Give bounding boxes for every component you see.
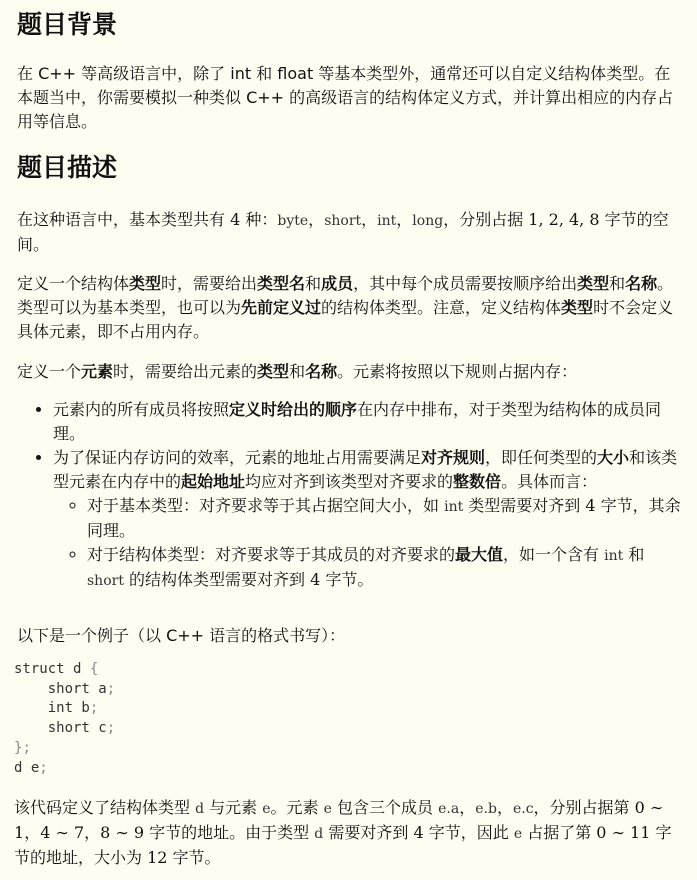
code-line: int b; [14,700,99,717]
description-heading: 题目描述 [17,153,118,182]
rule-basic-alignment: ◦ 对于基本类型：对齐要求等于其占据空间大小，如 int 类型需要对齐到 4 字节，其余同理。 [87,494,681,543]
element-paragraph: 定义一个元素时，需要给出元素的类型和名称。元素将按照以下规则占据内存： [17,362,578,381]
code-line: }; [14,739,31,756]
code-line: short a; [14,680,116,697]
code-line: struct d { [14,661,99,677]
rule-alignment: • 为了保证内存访问的效率，元素的地址占用需要满足对齐规则，即任何类型的大小和该类型元素在内存中的起始地址均应对齐到该类型对齐要求的整数倍。具体而言： ◦ 对于基本类型：对齐要求等于其占据空间大小，如 int 类型需要对齐到 4 字节，其余同理。 ◦ 对于结构体类型：对齐要求等于其成员的对齐要求的最大值，如一个含有 int 和 short 的结构体类型需要对齐到 4 字节。 [53,446,681,593]
background-heading: 题目背景 [17,10,118,39]
example-intro: 以下是一个例子（以 C++ 语言的格式书写）： [17,626,346,645]
rules-list [17,398,681,593]
basic-types-paragraph: 在这种语言中，基本类型共有 4 种：byte，short，int，long，分别占据 1, 2, 4, 8 字节的空间。 [17,210,669,254]
background-paragraph: 在 C++ 等高级语言中，除了 int 和 float 等基本类型外，通常还可以自定义结构体类型。在本题当中，你需要模拟一种类似 C++ 的高级语言的结构体定义方式，并计算出相应的内存占用等信息。 [17,64,674,131]
alignment-sublist [53,494,681,593]
rule-order: • 元素内的所有成员将按照定义时给出的顺序在内存中排布，对于类型为结构体的成员同理。 [53,398,681,446]
code-example [14,660,115,778]
example-explanation: 该代码定义了结构体类型 d 与元素 e。元素 e 包含三个成员 e.a，e.b，e.c，分别占据第 0 ∼ 1，4 ∼ 7，8 ∼ 9 字节的地址。由于类型 d 需要对齐到 4 字节，因此 e 占据了第 0 ∼ 11 字节的地址，大小为 12 字节。 [14,798,672,867]
code-line: d e; [14,759,48,776]
struct-type-paragraph: 定义一个结构体类型时，需要给出类型名和成员，其中每个成员需要按顺序给出类型和名称。类型可以为基本类型，也可以为先前定义过的结构体类型。注意，定义结构体类型时不会定义具体元素，即不占用内存。 [17,274,674,341]
rule-struct-alignment: ◦ 对于结构体类型：对齐要求等于其成员的对齐要求的最大值，如一个含有 int 和 short 的结构体类型需要对齐到 4 字节。 [87,543,681,593]
code-line: short c; [14,720,116,737]
